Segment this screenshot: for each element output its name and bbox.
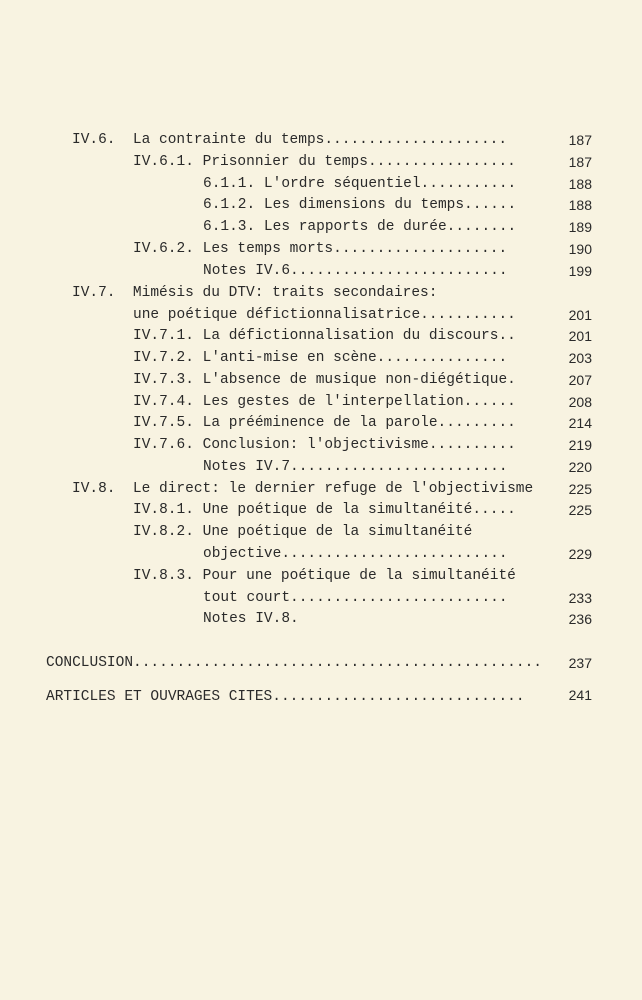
toc-entry: IV.8. Le direct: le dernier refuge de l'objectivisme — [72, 481, 534, 497]
toc-page-number: 199 — [568, 263, 592, 279]
toc-entry: IV.6.2. Les temps morts.................... — [133, 241, 508, 257]
toc-entry: 6.1.3. Les rapports de durée........ — [203, 219, 517, 235]
toc-page-number: 189 — [568, 219, 592, 235]
toc-page-number: 201 — [568, 307, 592, 323]
toc-entry: 6.1.1. L'ordre séquentiel........... — [203, 176, 517, 192]
toc-page-number: 225 — [568, 502, 592, 518]
toc-page-number: 188 — [568, 197, 592, 213]
toc-entry: IV.7.2. L'anti-mise en scène............... — [133, 350, 508, 366]
toc-entry: Notes IV.7......................... — [203, 459, 508, 475]
toc-entry: IV.6.1. Prisonnier du temps................. — [133, 154, 516, 170]
toc-page-number: 203 — [568, 350, 592, 366]
toc-entry: objective.......................... — [203, 546, 508, 562]
toc-page-number: 233 — [568, 590, 592, 606]
toc-page-number: 220 — [568, 459, 592, 475]
toc-entry: une poétique défictionnalisatrice........... — [133, 307, 516, 323]
toc-entry: IV.7.4. Les gestes de l'interpellation...... — [133, 394, 516, 410]
toc-page-number: 237 — [568, 655, 592, 671]
toc-entry: IV.7. Mimésis du DTV: traits secondaires: — [72, 285, 438, 301]
toc-page-number: 241 — [568, 687, 592, 703]
toc-entry: IV.6. La contrainte du temps..................... — [72, 132, 508, 148]
toc-page-number: 190 — [568, 241, 592, 257]
toc-page-number: 187 — [568, 132, 592, 148]
toc-page-number: 214 — [568, 415, 592, 431]
toc-entry: Notes IV.6......................... — [203, 263, 508, 279]
toc-page-number: 187 — [568, 154, 592, 170]
toc-page-number: 208 — [568, 394, 592, 410]
toc-entry: 6.1.2. Les dimensions du temps...... — [203, 197, 517, 213]
toc-page-number: 225 — [568, 481, 592, 497]
toc-entry: IV.7.1. La défictionnalisation du discours.. — [133, 328, 516, 344]
toc-page-number: 236 — [568, 611, 592, 627]
toc-entry: Notes IV.8. — [203, 611, 299, 627]
toc-entry: tout court......................... — [203, 590, 508, 606]
toc-entry: IV.8.3. Pour une poétique de la simultanéité — [133, 568, 516, 584]
toc-page-number: 207 — [568, 372, 592, 388]
toc-entry: IV.8.2. Une poétique de la simultanéité — [133, 524, 473, 540]
toc-entry: IV.8.1. Une poétique de la simultanéité..... — [133, 502, 516, 518]
toc-page-number: 188 — [568, 176, 592, 192]
toc-page-number: 201 — [568, 328, 592, 344]
toc-entry: IV.7.5. La prééminence de la parole......... — [133, 415, 516, 431]
toc-page-number: 229 — [568, 546, 592, 562]
toc-entry-conclusion: CONCLUSION............................................... — [46, 655, 542, 671]
toc-entry: IV.7.3. L'absence de musique non-diégétique. — [133, 372, 516, 388]
toc-entry-bibliography: ARTICLES ET OUVRAGES CITES............................. — [46, 689, 525, 705]
toc-page-number: 219 — [568, 437, 592, 453]
toc-entry: IV.7.6. Conclusion: l'objectivisme.......... — [133, 437, 516, 453]
